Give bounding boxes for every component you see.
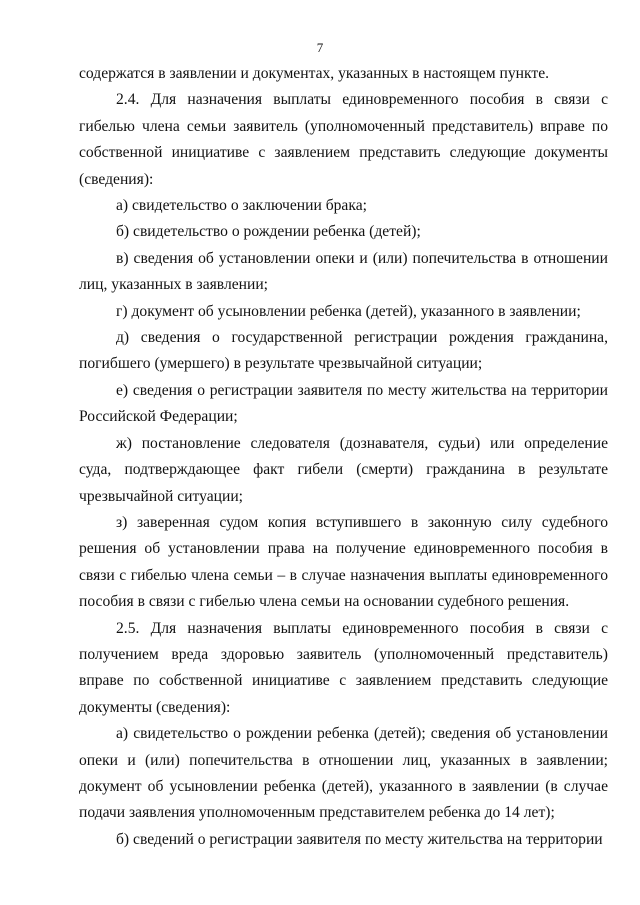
list-item-a-2-5: а) свидетельство о рождении ребенка (детей); сведения об установлении опеки и (или) попечительства в отношении лиц, указанных в заявлении; документ об усыновлении ребенка (детей), указанного в заявлении (в случае подачи заявления уполномоченным представителем ребенка до 14 лет); (79, 725, 608, 822)
list-item-a: а) свидетельство о заключении брака; (116, 197, 367, 215)
list-item-e: е) сведения о регистрации заявителя по месту жительства на территории Российской Федерации; (79, 381, 608, 426)
list-item-g: г) документ об усыновлении ребенка (детей), указанного в заявлении; (116, 302, 581, 320)
list-item-zh: ж) постановление следователя (дознавателя, судьи) или определение суда, подтверждающее факт гибели (смерти) гражданина в результате чрезвычайной ситуации; (79, 434, 608, 505)
paragraph-2-4: 2.4. Для назначения выплаты единовременного пособия в связи с гибелью члена семьи заявитель (уполномоченный представитель) вправе по собственной инициативе с заявлением представить следующие документы (сведения): (79, 91, 608, 188)
paragraph-continuation: содержатся в заявлении и документах, указанных в настоящем пункте. (79, 65, 550, 82)
list-item-b-2-5: б) сведений о регистрации заявителя по месту жительства на территории (116, 830, 603, 848)
list-item-b: б) свидетельство о рождении ребенка (детей); (116, 223, 421, 241)
page-number: 7 (316, 40, 324, 55)
list-item-v: в) сведения об установлении опеки и (или) попечительства в отношении лиц, указанных в заявлении; (79, 249, 608, 294)
list-item-z: з) заверенная судом копия вступившего в законную силу судебного решения об установлении права на получение единовременного пособия в связи с гибелью члена семьи – в случае назначения выплаты единовременного пособия в связи с гибелью члена семьи на основании судебного решения. (79, 513, 608, 611)
document-body (79, 61, 608, 853)
list-item-d: д) сведения о государственной регистрации рождения гражданина, погибшего (умершего) в результате чрезвычайной ситуации; (79, 329, 608, 373)
paragraph-2-5: 2.5. Для назначения выплаты единовременного пособия в связи с получением вреда здоровью заявитель (уполномоченный представитель) вправе по собственной инициативе с заявлением представить следующие документы (сведения): (79, 619, 608, 716)
